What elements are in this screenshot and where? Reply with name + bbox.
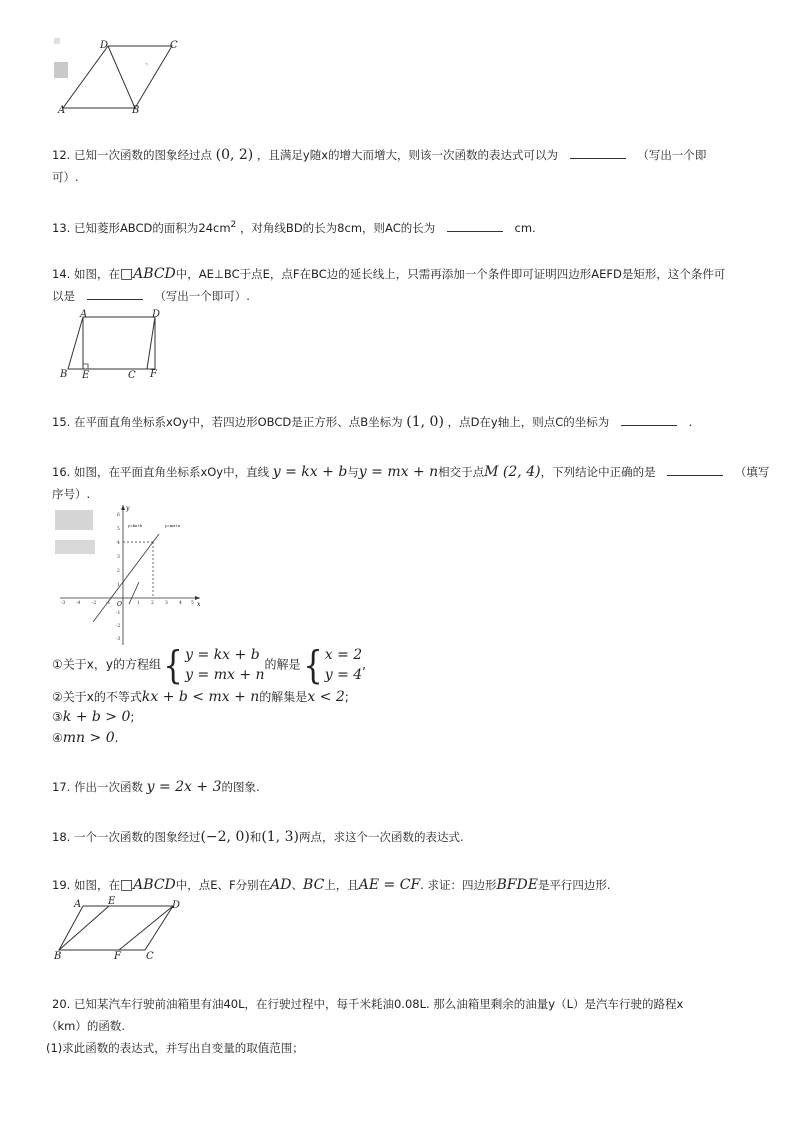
- question-20-sub1: [46, 1038, 304, 1058]
- q17-post: 的图象.: [221, 780, 260, 794]
- fig-top-label-c: C: [170, 40, 178, 51]
- graph-y-tick: 3: [117, 555, 120, 560]
- graph-y-axis-label: y: [126, 505, 130, 512]
- q16-answer-blank[interactable]: [667, 463, 723, 476]
- q16-c1-eq1: y = kx + b: [185, 646, 260, 663]
- q19-sep: 、: [291, 878, 304, 892]
- q16-eq1: y = kx + b: [272, 464, 348, 480]
- q14-pre: 14. 如图，在: [52, 267, 120, 281]
- question-16: [52, 462, 769, 482]
- q16-c2-post: ;: [344, 690, 349, 704]
- q13-post: cm.: [514, 220, 536, 235]
- q16-c2-sol: x < 2: [307, 689, 345, 705]
- question-12: [52, 145, 706, 165]
- graph-line2-label: y=mx+n: [165, 524, 181, 528]
- graph-y-tick: 1: [117, 583, 120, 588]
- q16-c1-mid: 的解是: [264, 657, 301, 672]
- q16-post2: （填写: [734, 465, 770, 479]
- q12-line2: 可）.: [52, 170, 79, 184]
- q12-pre: 12. 已知一次函数的图象经过点: [52, 148, 212, 162]
- q19-label-c: C: [146, 951, 154, 962]
- q16-c4-post: .: [114, 731, 119, 745]
- svg-text:⌝: ⌝: [145, 63, 148, 70]
- graph-x-tick: -1: [106, 601, 111, 606]
- graph-y-tick: 6: [117, 513, 120, 518]
- graph-y-tick: -3: [116, 637, 121, 642]
- q16-coordinate-graph: [55, 500, 205, 650]
- graph-y-tick: 2: [117, 569, 120, 574]
- fig-top-label-d: D: [100, 40, 109, 51]
- q19-label-f: F: [114, 951, 121, 962]
- q16-c1-post: ,: [362, 657, 366, 672]
- graph-line1-label: y=kx+b: [128, 524, 143, 528]
- q18-post: 两点，求这个一次函数的表达式.: [298, 830, 464, 844]
- graph-x-tick: -2: [92, 601, 97, 606]
- q16-and: 与: [347, 465, 359, 479]
- q14-line2-post: （写出一个即可）.: [154, 289, 250, 303]
- q19-label-a: A: [74, 899, 82, 910]
- q16-conclusion-1: [52, 644, 366, 685]
- q16-c2-mid: 的解集是: [259, 690, 308, 704]
- q19-pre: 19. 如图，在: [52, 878, 120, 892]
- q18-and: 和: [249, 830, 262, 844]
- q14-label-c: C: [128, 370, 136, 381]
- q20-line2: （km）的函数.: [46, 1019, 126, 1033]
- graph-x-tick: 4: [179, 601, 182, 606]
- q20-sub1: (1)求此函数的表达式，并写出自变量的取值范围；: [46, 1041, 304, 1055]
- question-14: [52, 264, 725, 284]
- graph-x-tick: -4: [76, 601, 81, 606]
- q16-point: M (2, 4): [484, 464, 541, 480]
- q19-label-e: E: [108, 896, 116, 907]
- graph-x-tick: 5: [191, 601, 194, 606]
- q12-answer-blank[interactable]: [570, 146, 626, 159]
- question-20-line2: [46, 1016, 125, 1036]
- q13-sup: 2: [230, 220, 237, 230]
- q14-label-e: E: [82, 370, 90, 381]
- q16-c1-eq2: y = mx + n: [185, 666, 265, 683]
- q16-c1-sol2: y = 4: [324, 666, 363, 683]
- q13-mid: ，对角线BD的长为8cm，则AC的长为: [239, 220, 436, 235]
- q16-c2-pre: ②关于x的不等式: [52, 690, 142, 704]
- q13-pre: 13. 已知菱形ABCD的面积为24cm: [52, 220, 231, 235]
- q14-mid: 中，AE⊥BC于点E，点F在BC边的延长线上，只需再添加一个条件即可证明四边形AEFD是矩形，这个条件可: [175, 267, 726, 281]
- q14-line2-pre: 以是: [52, 289, 75, 303]
- q14-label-f: F: [150, 369, 157, 380]
- question-18: [52, 827, 464, 847]
- q12-point: (0, 2): [215, 147, 254, 163]
- q16-conclusion-4: [52, 728, 118, 748]
- q19-eq: AE = CF: [358, 877, 421, 893]
- q16-c1-system: [185, 645, 264, 685]
- q14-label-a: A: [80, 309, 88, 320]
- graph-y-tick: 4: [117, 541, 120, 546]
- q19-post: 是平行四边形.: [537, 878, 611, 892]
- question-13: [52, 215, 536, 238]
- question-12-line2: [52, 167, 79, 187]
- question-19: [52, 875, 611, 895]
- q19-mid2: 上，且: [324, 878, 359, 892]
- fig-top-label-b: B: [132, 105, 140, 116]
- q15-pre: 15. 在平面直角坐标系xOy中，若四边形OBCD是正方形、点B坐标为: [52, 415, 403, 429]
- q16-c3-expr: k + b > 0: [62, 709, 131, 725]
- q20-line1: 20. 已知某汽车行驶前油箱里有油40L，在行驶过程中，每千米耗油0.08L. 那么油箱里剩余的油量y（L）是汽车行驶的路程x: [52, 997, 684, 1011]
- left-brace-icon: {: [302, 642, 323, 687]
- q14-answer-blank[interactable]: [87, 287, 143, 300]
- q16-c4-pre: ④: [52, 731, 63, 745]
- q17-pre: 17. 作出一次函数: [52, 780, 143, 794]
- q19-bc: BC: [303, 877, 325, 893]
- graph-x-tick: 3: [165, 601, 168, 606]
- q19-label-d: D: [172, 900, 181, 911]
- q18-p2: (1, 3): [261, 829, 299, 845]
- q19-label-b: B: [54, 951, 62, 962]
- q18-p1: (−2, 0): [200, 829, 250, 845]
- q18-pre: 18. 一个一次函数的图象经过: [52, 830, 201, 844]
- q16-mid: 相交于点: [438, 465, 485, 479]
- question-20: [52, 994, 683, 1014]
- q19-quad: BFDE: [496, 877, 538, 893]
- q19-mid1: 中，点E、F分别在: [175, 878, 271, 892]
- q16-line2: 序号）.: [52, 487, 91, 501]
- left-brace-icon: {: [163, 642, 183, 687]
- q16-c3-post: ;: [130, 710, 135, 724]
- graph-x-axis-label: x: [197, 601, 201, 608]
- q16-c1-sol1: x = 2: [324, 646, 363, 663]
- graph-origin-label: O: [117, 601, 122, 608]
- question-17: [52, 777, 260, 797]
- q15-post: .: [688, 415, 693, 429]
- q16-pre: 16. 如图，在平面直角坐标系xOy中，直线: [52, 465, 270, 479]
- q16-post: ，下列结论中正确的是: [540, 465, 656, 479]
- question-14-line2: [52, 286, 250, 306]
- q16-conclusion-3: [52, 707, 134, 727]
- q13-answer-blank[interactable]: [447, 219, 503, 232]
- q14-label-d: D: [152, 309, 161, 320]
- q19-para: □ABCD: [119, 877, 176, 893]
- graph-y-tick: -1: [116, 611, 121, 616]
- q17-eq: y = 2x + 3: [146, 779, 222, 795]
- q14-label-b: B: [60, 369, 68, 380]
- q15-mid: ，点D在y轴上，则点C的坐标为: [447, 415, 610, 429]
- graph-y-tick: -2: [116, 624, 121, 629]
- graph-x-tick: -3: [61, 601, 66, 606]
- q16-c3-pre: ③: [52, 710, 63, 724]
- figure-q14: [60, 312, 170, 374]
- q16-c4-expr: mn > 0: [62, 730, 115, 746]
- q16-eq2: y = mx + n: [358, 464, 439, 480]
- q16-c2-ineq: kx + b < mx + n: [141, 689, 260, 705]
- q19-ad: AD: [270, 877, 292, 893]
- q16-c1-pre: ①关于x，y的方程组: [52, 657, 161, 672]
- q16-conclusion-2: [52, 687, 349, 707]
- q15-answer-blank[interactable]: [621, 413, 677, 426]
- graph-x-tick: 2: [151, 601, 154, 606]
- question-15: [52, 412, 692, 432]
- q19-mid3: . 求证：四边形: [420, 878, 497, 892]
- graph-x-tick: 1: [137, 601, 140, 606]
- q16-c1-solution: [325, 645, 362, 685]
- fig-top-label-a: A: [58, 105, 66, 116]
- q12-mid: ，且满足y随x的增大而增大，则该一次函数的表达式可以为: [256, 148, 559, 162]
- q15-point: (1, 0): [406, 414, 444, 430]
- q12-post: （写出一个即: [637, 148, 707, 162]
- q14-para: □ABCD: [119, 266, 176, 282]
- graph-y-tick: 5: [117, 527, 120, 532]
